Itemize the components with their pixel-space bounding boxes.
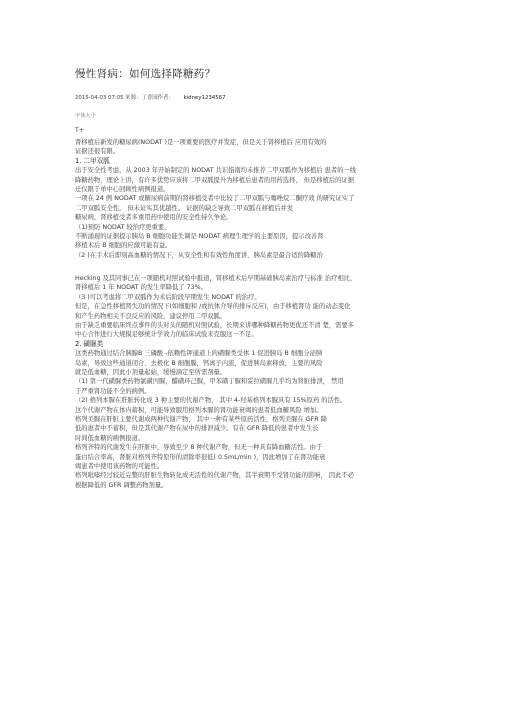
text-line: 中心合作进行大规模足够统计学效力的临床试验来克服这一不足。 [75, 331, 258, 339]
text-line: 就是低血糖，因此小剂量起始，缓慢滴定至所需剂量。 [75, 368, 227, 376]
font-size-label: 字体大小 [75, 113, 96, 119]
section-heading: 1. 二甲双胍 [75, 156, 110, 165]
text-line: Hecking 及其同事已在一项随机对照试验中报道，肾移植术后早期基础胰岛素治疗与标准 治疗相比， [75, 275, 357, 283]
text-line: 肾移植后新发的糖尿病(NODAT )是一项重要的医疗并发症，但是关于肾移植后 应用有效的 [75, 139, 327, 146]
text-line: 糖尿病，肾移植受者多重用药中使用的安全性持久争论。 [75, 214, 233, 222]
text-line: 证据还很有限。 [75, 148, 120, 156]
text-line: 格列美脲在肝脏主要代谢成两种代谢产物， 其中一种有某些原药活性，格列美脲在 GFR 降 [75, 415, 327, 423]
text-line: 根据降低的 GFR 调整药物剂量。 [75, 481, 168, 489]
text-line: 肾移植后 1 年 NODAT 的发生率降低了 73%。 [75, 284, 207, 292]
text-line: （1) 第一代磺脲类药物氯磺丙脲，醋磺环己脲，甲苯磺丁脲和妥拉磺脲几乎均为肾脏排泄， 禁用 [75, 378, 344, 386]
text-line: 这类药物通过结合胰腺B 三磷酸 -依赖性钾通道上的磺脲类受体 1 促进胰岛 B 细胞分泌胰 [75, 350, 323, 358]
text-line: 一项在 24 例 NODAT 或糖尿病前期的肾移植受者中比较了二甲双胍与噻唑烷二酮疗效 的研究证实了 [75, 195, 355, 203]
paragraph-gap [75, 260, 420, 274]
text-line: （2) 格列本脲在肝脏转化成 3 种主要的代谢产物， 其中 4-羟基格列本脲具有 15%原药 的活性。 [75, 397, 347, 405]
article-body [75, 138, 420, 490]
text-line: （2 )在手术后即刻高血糖的情况下，从安全性和有效性角度讲，胰岛素是最合适的降糖治 [75, 251, 323, 259]
text-line: 二甲双胍安全性。 但未证实其优越性。 证据的缺乏导致二甲双胍在移植后并发 [75, 204, 294, 212]
text-line: （1)预防 NODAT 较治疗更重要。 [75, 223, 171, 231]
text-line: 由于缺乏重要临床终点事件的头对头的随机对照试验，长期来讲哪种降糖药物更优还不清 楚，需要多 [75, 322, 355, 330]
font-size-increase-button[interactable]: T+ [75, 127, 84, 134]
text-line: 不断涌现的证据提示胰岛 B 细胞功能失调是 NODAT 病理生理学的主要原因，提示改善肾 [75, 232, 324, 240]
text-line: 移植术后 B 细胞的应激可能有益。 [75, 242, 172, 250]
text-line: 竭患者中使用该药物的可能性。 [75, 462, 164, 470]
text-line: 蛋白结合率高，肾脏对格列齐特原形的清除率很低( 0.5mL/min )，因此增加了在肾功能衰 [75, 453, 326, 461]
text-line: 这个代谢产物在体内蓄积，可能导致服用格列本脲的肾功能衰竭的患者低血糖风险 增加。 [75, 406, 323, 414]
article-meta [75, 93, 226, 101]
author-name[interactable]: kidney1234567 [183, 95, 226, 101]
text-line: （3 )可以考虑将二甲双胍作为术后阶段早期发生 NODAT 的治疗。 [75, 293, 261, 301]
publish-date: 2015-04-03 07:05 [75, 95, 124, 101]
article-title: 慢性肾病：如何选择降糖药？ [75, 68, 216, 80]
text-line: 迁仅限于单中心回顾性病例报道。 [75, 185, 170, 193]
text-line: 出于安全性考虑，从 2003 年开始制定的 NODAT 共识指南均未推荐二甲双胍作为移植后 患者的一线 [75, 167, 357, 175]
text-line: 于严重肾功能不全的病例。 [75, 387, 151, 395]
text-line: 格列齐特的代谢发生在肝脏中，导致至少 8 种代谢产物，但无一种具有降血糖活性。由于 [75, 444, 323, 452]
text-line: 格列吡嗪经过较近完整的肝脏生物转化成无活性的代谢产物，其半衰期不受肾功能的影响， 因此不必 [75, 472, 355, 480]
text-line: 降糖药物，理论上讲，有许多优势应该将二甲双胍提升为移植后患者的用药选择， 但是移植后的证据 [75, 176, 355, 184]
text-line: 和产生药物相关不良反应的风险，建议停用二甲双胍。 [75, 312, 227, 320]
section-heading: 2. 磺脲类 [75, 339, 104, 348]
text-line: 但是，在急性移植肾失功的情况下(如细胞和 /或抗体介导的排斥反应)，由于移植肾功 能的动态变化 [75, 303, 351, 311]
text-line: 时间低血糖的病例报道。 [75, 434, 145, 442]
source-label: 来源：丁香园作者： [125, 95, 174, 101]
text-line: 低的患者中不蓄积，但是其代谢产物在尿中的排泄减少。有在 GFR 降低的患者中发生长 [75, 425, 319, 433]
text-line: 岛素，导致这些通道闭合、去极化 B 细胞膜，钙离子内流，促进胰岛素释放，主要的风险 [75, 359, 323, 367]
